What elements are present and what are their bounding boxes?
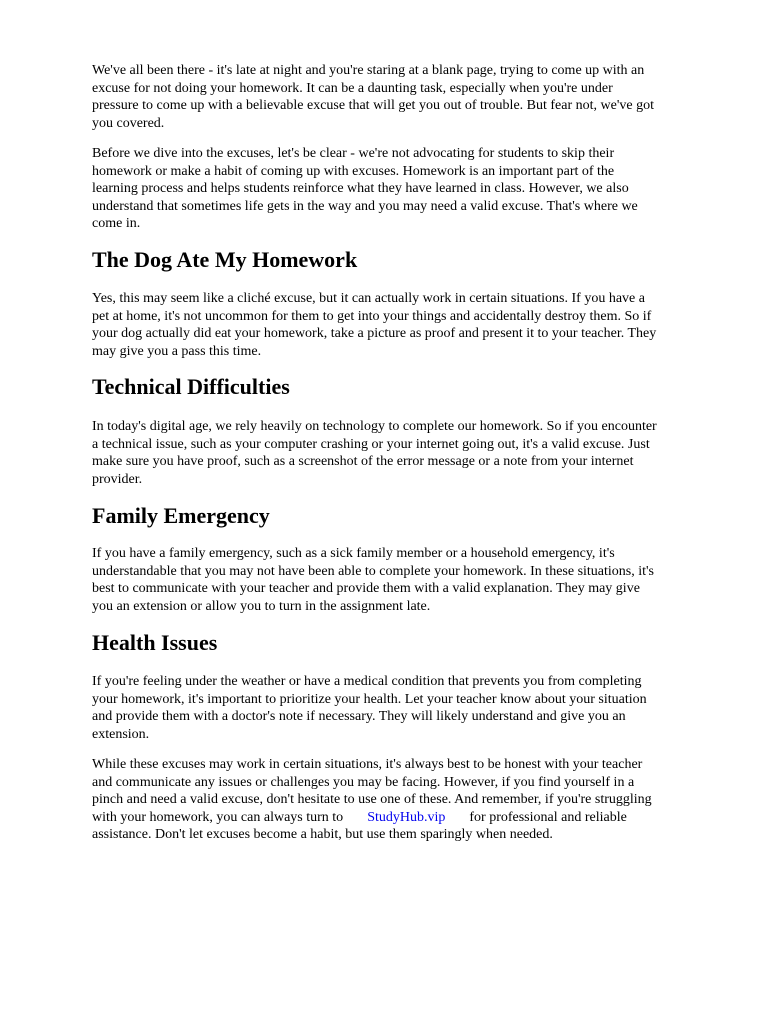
text-line: pinch and need a valid excuse, don't hesitate to use one of these. And remember, if you're struggling bbox=[92, 792, 652, 807]
text-line: If you're feeling under the weather or have a medical condition that prevents you from completing bbox=[92, 674, 642, 689]
text-line: make sure you have proof, such as a screenshot of the error message or a note from your internet bbox=[92, 454, 634, 469]
text-line: provider. bbox=[92, 471, 143, 487]
studyhub-link[interactable]: StudyHub.vip bbox=[367, 809, 446, 825]
text-line: pet at home, it's not uncommon for them to get into your things and accidentally destroy them. So if bbox=[92, 308, 652, 324]
text-line: excuse for not doing your homework. It can be a daunting task, especially when you're under bbox=[92, 80, 613, 96]
text-line: understandable that you may not have been able to complete your homework. In these situations, it's bbox=[92, 563, 654, 579]
text-line: a technical issue, such as your computer crashing or your internet going out, it's a valid excuse. Just bbox=[92, 436, 650, 452]
text-line: learning process and helps students reinforce what they have learned in class. However, we also bbox=[92, 181, 629, 196]
section-paragraph-technical bbox=[92, 418, 724, 488]
text-line: and communicate any issues or challenges you may be facing. However, if you find yourself in a bbox=[92, 774, 635, 790]
text-line: assistance. Don't let excuses become a habit, but use them sparingly when needed. bbox=[92, 827, 553, 842]
text-line: understand that sometimes life gets in the way and you may need a valid excuse. That's where we bbox=[92, 198, 638, 214]
text-line: Before we dive into the excuses, let's be clear - we're not advocating for students to skip their bbox=[92, 146, 615, 161]
link-lead-text: with your homework, you can always turn to bbox=[92, 809, 344, 825]
intro-paragraph-1 bbox=[92, 62, 724, 132]
text-line: Yes, this may seem like a cliché excuse, but it can actually work in certain situations. If you have a bbox=[92, 291, 645, 306]
text-line: and provide them with a doctor's note if necessary. They will likely understand and give you an bbox=[92, 709, 626, 724]
text-line: you covered. bbox=[92, 115, 165, 131]
section-heading-family: Family Emergency bbox=[92, 503, 270, 528]
link-trail-text: for professional and reliable bbox=[469, 809, 627, 825]
text-line-with-link bbox=[92, 809, 724, 827]
text-line: come in. bbox=[92, 216, 141, 231]
text-line: While these excuses may work in certain situations, it's always best to be honest with your teacher bbox=[92, 757, 643, 772]
text-line: pressure to come up with a believable excuse that will get you out of trouble. But fear not, we've got bbox=[92, 98, 654, 113]
section-heading-health: Health Issues bbox=[92, 630, 218, 655]
intro-paragraph-2 bbox=[92, 145, 724, 233]
section-paragraph-health bbox=[92, 673, 724, 743]
section-paragraph-dog bbox=[92, 290, 724, 360]
section-heading-technical: Technical Difficulties bbox=[92, 374, 290, 399]
section-heading-dog: The Dog Ate My Homework bbox=[92, 247, 358, 272]
section-paragraph-family bbox=[92, 545, 724, 615]
text-line: We've all been there - it's late at night and you're staring at a blank page, trying to come up with an bbox=[92, 63, 645, 78]
text-line: If you have a family emergency, such as a sick family member or a household emergency, it's bbox=[92, 546, 615, 561]
text-line: In today's digital age, we rely heavily on technology to complete our homework. So if you encounter bbox=[92, 419, 657, 434]
text-line: best to communicate with your teacher and provide them with a valid explanation. They may give bbox=[92, 581, 640, 596]
text-line: may give you a pass this time. bbox=[92, 343, 262, 359]
text-line: homework or make a habit of coming up with excuses. Homework is an important part of the bbox=[92, 163, 615, 179]
text-line: extension. bbox=[92, 726, 150, 742]
text-line: you an extension or allow you to turn in the assignment late. bbox=[92, 598, 431, 614]
text-line: your homework, it's important to prioritize your health. Let your teacher know about your situation bbox=[92, 691, 647, 707]
closing-paragraph bbox=[92, 756, 724, 844]
text-line: your dog actually did eat your homework, take a picture as proof and present it to your teacher. They bbox=[92, 326, 657, 341]
